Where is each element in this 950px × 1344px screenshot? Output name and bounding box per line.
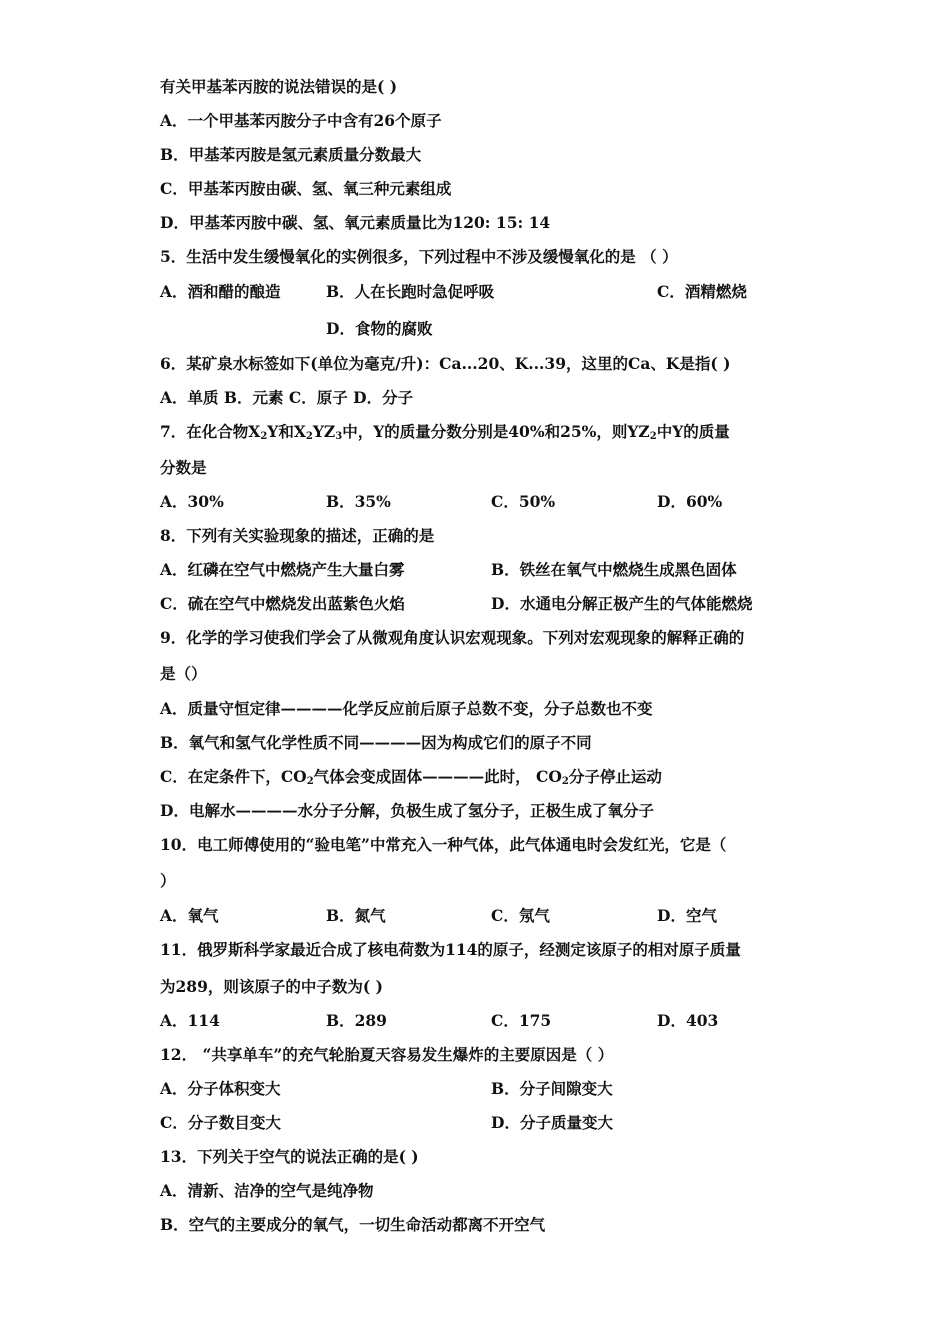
question-5-option-d: D．食物的腐败	[326, 319, 433, 338]
question-5-option-c: C．酒精燃烧	[657, 282, 747, 301]
question-10-stem: 10．电工师傅使用的“验电笔”中常充入一种气体，此气体通电时会发红光，它是（	[160, 835, 727, 854]
question-13-option-b: B．空气的主要成分的氧气，一切生命活动都离不开空气	[160, 1215, 546, 1234]
question-13-stem: 13．下列关于空气的说法正确的是( )	[160, 1147, 419, 1166]
question-8-option-a: A．红磷在空气中燃烧产生大量白雾	[160, 560, 405, 579]
question-12-option-d: D．分子质量变大	[491, 1113, 613, 1132]
question-7-option-a: A．30%	[160, 492, 224, 511]
question-10-option-a: A．氧气	[160, 906, 219, 925]
option-c: C．甲基苯丙胺由碳、氢、氧三种元素组成	[160, 179, 452, 198]
question-9-option-d: D．电解水————水分子分解，负极生成了氢分子，正极生成了氧分子	[160, 801, 654, 820]
question-12-option-a: A．分子体积变大	[160, 1079, 281, 1098]
question-11-stem: 11．俄罗斯科学家最近合成了核电荷数为114的原子，经测定该原子的相对原子质量	[160, 940, 741, 959]
question-8-option-c: C．硫在空气中燃烧发出蓝紫色火焰	[160, 594, 405, 613]
option-a: A．一个甲基苯丙胺分子中含有26个原子	[160, 111, 442, 130]
question-11-option-b: B．289	[326, 1011, 387, 1030]
question-6-stem: 6．某矿泉水标签如下(单位为毫克/升)：Ca...20、K...39，这里的Ca、K是指( )	[160, 354, 731, 373]
option-b: B．甲基苯丙胺是氢元素质量分数最大	[160, 145, 422, 164]
question-12-option-b: B．分子间隙变大	[491, 1079, 613, 1098]
question-11-option-d: D．403	[657, 1011, 719, 1030]
question-10-option-b: B．氮气	[326, 906, 386, 925]
question-9-option-b: B．氧气和氢气化学性质不同————因为构成它们的原子不同	[160, 733, 592, 752]
question-5-option-a: A．酒和醋的酿造	[160, 282, 281, 301]
question-5-stem: 5．生活中发生缓慢氧化的实例很多，下列过程中不涉及缓慢氧化的是 （ ）	[160, 247, 678, 266]
question-8-option-b: B．铁丝在氧气中燃烧生成黑色固体	[491, 560, 737, 579]
question-8-option-d: D．水通电分解正极产生的气体能燃烧	[491, 594, 753, 613]
option-d: D．甲基苯丙胺中碳、氢、氧元素质量比为120: 15: 14	[160, 213, 551, 232]
question-7-stem-continued: 分数是	[160, 458, 207, 477]
question-13-option-a: A．清新、洁净的空气是纯净物	[160, 1181, 374, 1200]
question-10-stem-continued: ）	[160, 871, 176, 890]
question-9-stem-continued: 是（）	[160, 664, 207, 683]
question-12-option-c: C．分子数目变大	[160, 1113, 281, 1132]
question-12-stem: 12． “共享单车”的充气轮胎夏天容易发生爆炸的主要原因是（ ）	[160, 1045, 614, 1064]
question-10-option-c: C．氖气	[491, 906, 550, 925]
question-9-option-c: C．在定条件下，$CO_2$气体会变成固体————此时， $CO_2$分子停止运动	[160, 767, 662, 787]
question-8-stem: 8．下列有关实验现象的描述，正确的是	[160, 526, 435, 545]
question-11-option-c: C．175	[491, 1011, 552, 1030]
question-11-stem-continued: 为289，则该原子的中子数为( )	[160, 977, 383, 996]
question-9-option-a: A．质量守恒定律————化学反应前后原子总数不变，分子总数也不变	[160, 699, 653, 718]
question-7-stem: 7．在化合物$X_2Y$和$X_2YZ_3$中，Y的质量分数分别是40%和25%，则$YZ_2$中Y的质量	[160, 422, 730, 442]
question-6-options: A．单质 B．元素 C．原子 D．分子	[160, 388, 414, 407]
question-10-option-d: D．空气	[657, 906, 717, 925]
question-7-option-d: D．60%	[657, 492, 723, 511]
question-5-option-b: B．人在长跑时急促呼吸	[326, 282, 495, 301]
question-stem: 有关甲基苯丙胺的说法错误的是( )	[160, 77, 398, 96]
question-11-option-a: A．114	[160, 1011, 220, 1030]
question-7-option-c: C．50%	[491, 492, 556, 511]
question-7-option-b: B．35%	[326, 492, 391, 511]
question-9-stem: 9．化学的学习使我们学会了从微观角度认识宏观现象。下列对宏观现象的解释正确的	[160, 628, 745, 647]
